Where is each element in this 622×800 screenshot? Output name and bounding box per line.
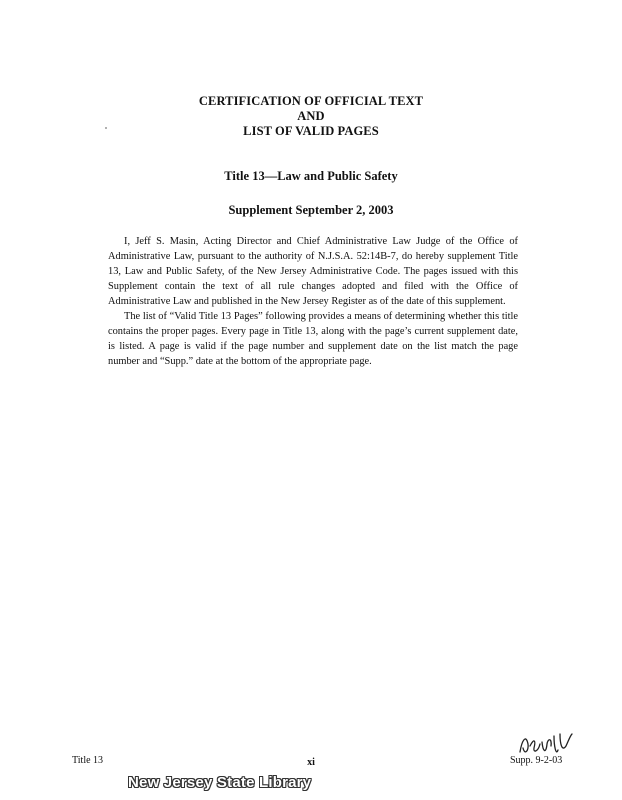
heading-line-3: LIST OF VALID PAGES — [243, 124, 379, 138]
scan-speck — [105, 127, 107, 129]
valid-pages-paragraph: The list of “Valid Title 13 Pages” following provides a means of determining whether this title contains the proper pages. Every page in Title 13, along with the page’s current supplement date, is listed. A page is valid if the page number and supplement date on the list match the page number and “Supp.” date at the bottom of the appropriate page. — [108, 311, 518, 367]
footer-supplement-date: Supp. 9-2-03 — [510, 755, 563, 766]
supplement-heading: Supplement September 2, 2003 — [228, 203, 394, 217]
footer-title: Title 13 — [72, 755, 104, 766]
handwritten-initials-icon — [516, 726, 576, 762]
footer-page-number: xi — [307, 757, 315, 768]
certification-paragraph: I, Jeff S. Masin, Acting Director and Chief Administrative Law Judge of the Office of Administrative Law, pursuant to the authority of N.J.S.A. 52:14B-7, do hereby supplement Title 13, Law and Public Safety, of the New Jersey Administrative Code. The pages issued with this Supplement contain the text of all rule changes adopted and filed with the Office of Administrative Law and published in the New Jersey Register as of the date of this supplement. — [108, 236, 518, 307]
heading-line-2: AND — [297, 109, 325, 123]
heading-line-1: CERTIFICATION OF OFFICIAL TEXT — [198, 94, 424, 108]
library-stamp: New Jersey State Library — [128, 774, 312, 791]
title-heading: Title 13—Law and Public Safety — [224, 169, 398, 183]
